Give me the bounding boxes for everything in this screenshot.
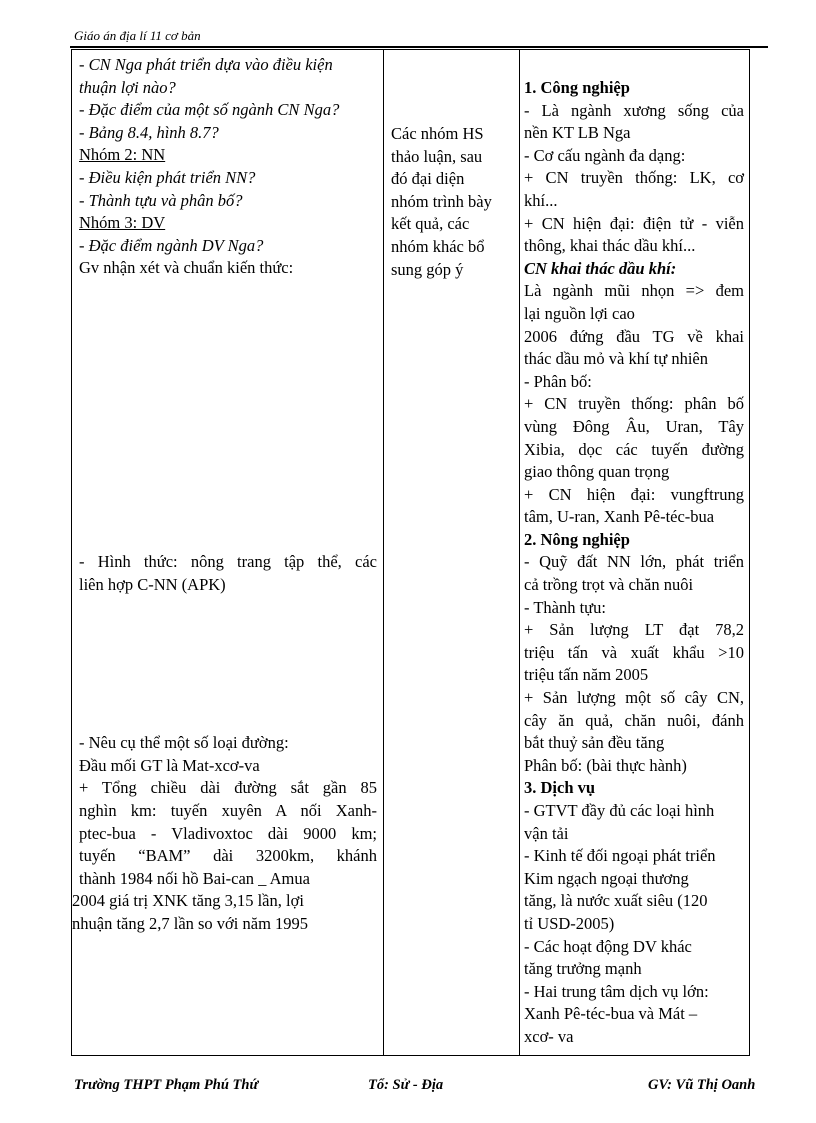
content-line: lại nguồn lợi cao <box>524 303 635 323</box>
teacher-question: thuận lợi nào? <box>79 77 176 97</box>
teacher-note: nghìn km: tuyến xuyên A nối Xanh- <box>79 800 377 820</box>
content-line: giao thông quan trọng <box>524 462 670 482</box>
content-line: + CN truyền thống: phân bố <box>524 394 744 414</box>
teacher-note: liên hợp C-NN (APK) <box>79 574 226 594</box>
teacher-question: - Bảng 8.4, hình 8.7? <box>79 122 219 142</box>
lesson-table <box>71 49 750 1056</box>
teacher-note: Đầu mối GT là Mat-xcơ-va <box>79 755 260 775</box>
content-line: thác dầu mỏ và khí tự nhiên <box>524 349 708 369</box>
subsection-heading: CN khai thác dầu khí: <box>524 258 677 278</box>
content-line: + CN hiện đại: vungftrung <box>524 484 744 504</box>
content-line: tâm, U-ran, Xanh Pê-téc-bua <box>524 507 715 527</box>
content-line: triệu tấn và xuất khẩu >10 <box>524 642 744 662</box>
content-line: tăng trưởng mạnh <box>524 959 642 979</box>
content-line: xcơ- va <box>524 1026 574 1046</box>
content-line: - Các hoạt động DV khác <box>524 936 692 956</box>
section-heading: 2. Nông nghiệp <box>524 529 630 549</box>
content-line: 2006 đứng đầu TG về khai <box>524 326 744 346</box>
teacher-note: tuyến “BAM” dài 3200km, khánh <box>79 846 377 866</box>
content-line: - Cơ cấu ngành đa dạng: <box>524 145 686 165</box>
content-line: + Sản lượng một số cây CN, <box>524 688 744 708</box>
content-line: - GTVT đầy đủ các loại hình <box>524 801 715 820</box>
teacher-note: + Tổng chiều dài đường sắt gần 85 <box>79 778 377 798</box>
content-line: bắt thuỷ sản đều tăng <box>524 733 665 753</box>
teacher-activity-column <box>72 54 377 935</box>
content-line: + Sản lượng LT đạt 78,2 <box>524 620 744 640</box>
footer-department: Tổ: Sử - Địa <box>368 1077 444 1093</box>
group-heading: Nhóm 3: DV <box>79 213 166 233</box>
content-line: - Kinh tế đối ngoại phát triển <box>524 846 716 866</box>
content-line: vận tải <box>524 823 569 843</box>
content-line: - Thành tựu: <box>524 597 606 617</box>
student-activity-line: Các nhóm HS <box>391 124 484 143</box>
student-activity-line: kết quả, các <box>391 214 470 234</box>
header-rule <box>70 46 768 48</box>
content-line: Xanh Pê-téc-bua và Mát – <box>524 1004 698 1024</box>
content-line: triệu tấn năm 2005 <box>524 665 649 685</box>
student-activity-line: đó đại diện <box>391 169 465 189</box>
content-line: - Phân bố: <box>524 371 592 391</box>
content-line: - Là ngành xương sống của <box>524 100 744 120</box>
content-line: Xibia, dọc các tuyến đường <box>524 439 744 459</box>
footer-teacher: GV: Vũ Thị Oanh <box>648 1077 756 1093</box>
content-line: tăng, là nước xuất siêu (120 <box>524 891 708 911</box>
student-activity-line: thảo luận, sau <box>391 146 483 166</box>
column-divider <box>383 50 384 1055</box>
teacher-note: ptec-bua - Vladivoxtoc dài 9000 km; <box>79 823 377 843</box>
content-line: cả trồng trọt và chăn nuôi <box>524 575 694 595</box>
content-line: vùng Đông Âu, Uran, Tây <box>524 416 744 436</box>
teacher-note: 2004 giá trị XNK tăng 3,15 lần, lợi <box>72 891 304 911</box>
teacher-note: nhuận tăng 2,7 lần so với năm 1995 <box>72 913 309 933</box>
content-line: nền KT LB Nga <box>524 123 631 143</box>
teacher-question: - Đặc điểm của một số ngành CN Nga? <box>79 100 340 120</box>
section-heading: 1. Công nghiệp <box>524 78 630 97</box>
section-heading: 3. Dịch vụ <box>524 778 596 798</box>
student-activity-line: sung góp ý <box>391 259 464 279</box>
teacher-note: thành 1984 nối hồ Bai-can _ Amua <box>79 868 310 888</box>
content-line: - Hai trung tâm dịch vụ lớn: <box>524 981 709 1001</box>
footer-school: Trường THPT Phạm Phú Thứ <box>74 1077 259 1093</box>
teacher-note: - Hình thức: nông trang tập thể, các <box>79 551 377 571</box>
student-activity-column <box>391 123 515 281</box>
content-line: + CN hiện đại: điện tử - viễn <box>524 213 744 233</box>
content-line: thông, khai thác dầu khí... <box>524 236 696 256</box>
content-line: Kim ngạch ngoại thương <box>524 868 689 888</box>
teacher-question: - CN Nga phát triển dựa vào điều kiện <box>79 55 333 74</box>
content-line: tỉ USD-2005) <box>524 913 615 933</box>
teacher-note: Gv nhận xét và chuẩn kiến thức: <box>79 258 294 278</box>
content-line: + CN truyền thống: LK, cơ <box>524 168 744 188</box>
teacher-question: - Điều kiện phát triển NN? <box>79 167 256 187</box>
content-line: Là ngành mũi nhọn => đem <box>524 281 744 301</box>
column-divider <box>519 50 520 1055</box>
content-line: Phân bố: (bài thực hành) <box>524 755 687 775</box>
content-line: cây ăn quả, chăn nuôi, đánh <box>524 710 744 730</box>
content-line: khí... <box>524 190 558 210</box>
student-activity-line: nhóm trình bày <box>391 191 492 211</box>
page-header-title: Giáo án địa lí 11 cơ bản <box>74 28 201 43</box>
teacher-question: - Đặc điểm ngành DV Nga? <box>79 235 264 255</box>
teacher-question: - Thành tựu và phân bố? <box>79 190 243 210</box>
teacher-note: - Nêu cụ thể một số loại đường: <box>79 733 289 753</box>
content-line: - Quỹ đất NN lớn, phát triển <box>524 552 744 572</box>
group-heading: Nhóm 2: NN <box>79 145 166 165</box>
content-column <box>524 77 744 1049</box>
student-activity-line: nhóm khác bổ <box>391 236 485 256</box>
